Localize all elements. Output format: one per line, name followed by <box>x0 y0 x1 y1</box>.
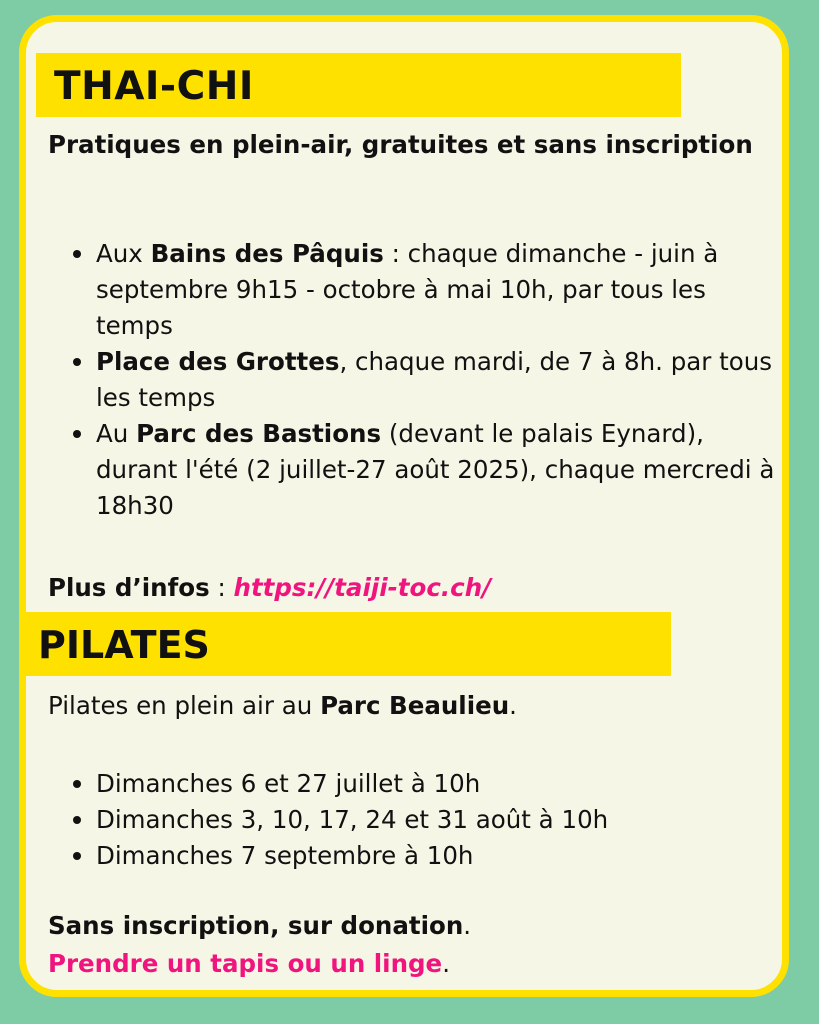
list-item: Dimanches 6 et 27 juillet à 10h <box>96 766 788 802</box>
item-details: : chaque dimanche - juin à septembre 9h15 - octobre à mai 10h, par tous les temps <box>96 239 719 340</box>
item-prefix: Aux <box>96 239 151 268</box>
donation-note-text: Sans inscription, sur donation <box>48 911 464 940</box>
more-info-label: Plus d’infos <box>48 573 210 602</box>
pilates-intro-text: Pilates en plein air au <box>48 691 321 720</box>
info-card <box>19 15 789 997</box>
place-name: Place des Grottes <box>96 347 340 376</box>
thai-chi-heading: THAI-CHI <box>36 53 681 117</box>
item-prefix: Au <box>96 419 137 448</box>
place-name: Parc Beaulieu <box>320 691 510 720</box>
pilates-heading: PILATES <box>26 612 671 676</box>
mat-reminder-text: Prendre un tapis ou un linge <box>48 949 443 978</box>
mat-reminder <box>48 945 778 983</box>
pilates-intro <box>48 688 778 724</box>
mat-reminder-end: . <box>442 949 450 978</box>
item-details: , chaque mardi, de 7 à 8h. par tous les temps <box>96 347 773 412</box>
pilates-dates-list <box>48 766 788 874</box>
list-item: Dimanches 7 septembre à 10h <box>96 838 788 874</box>
pilates-notes <box>48 907 778 983</box>
list-item <box>96 416 788 524</box>
list-item: Dimanches 3, 10, 17, 24 et 31 août à 10h <box>96 802 788 838</box>
donation-note-end: . <box>463 911 472 940</box>
website-link[interactable]: https://taiji-toc.ch/ <box>233 573 492 602</box>
more-info-line <box>48 570 778 606</box>
pilates-intro-end: . <box>509 691 517 720</box>
place-name: Bains des Pâquis <box>150 239 384 268</box>
list-item <box>96 236 788 344</box>
more-info-separator: : <box>209 573 234 602</box>
donation-note <box>48 907 778 945</box>
thai-chi-intro: Pratiques en plein-air, gratuites et sans inscription <box>48 130 753 159</box>
list-item <box>96 344 788 416</box>
item-details: (devant le palais Eynard), durant l'été (2 juillet-27 août 2025), chaque mercredi à 18h30 <box>96 419 775 520</box>
thai-chi-locations-list <box>48 236 788 524</box>
place-name: Parc des Bastions <box>136 419 382 448</box>
